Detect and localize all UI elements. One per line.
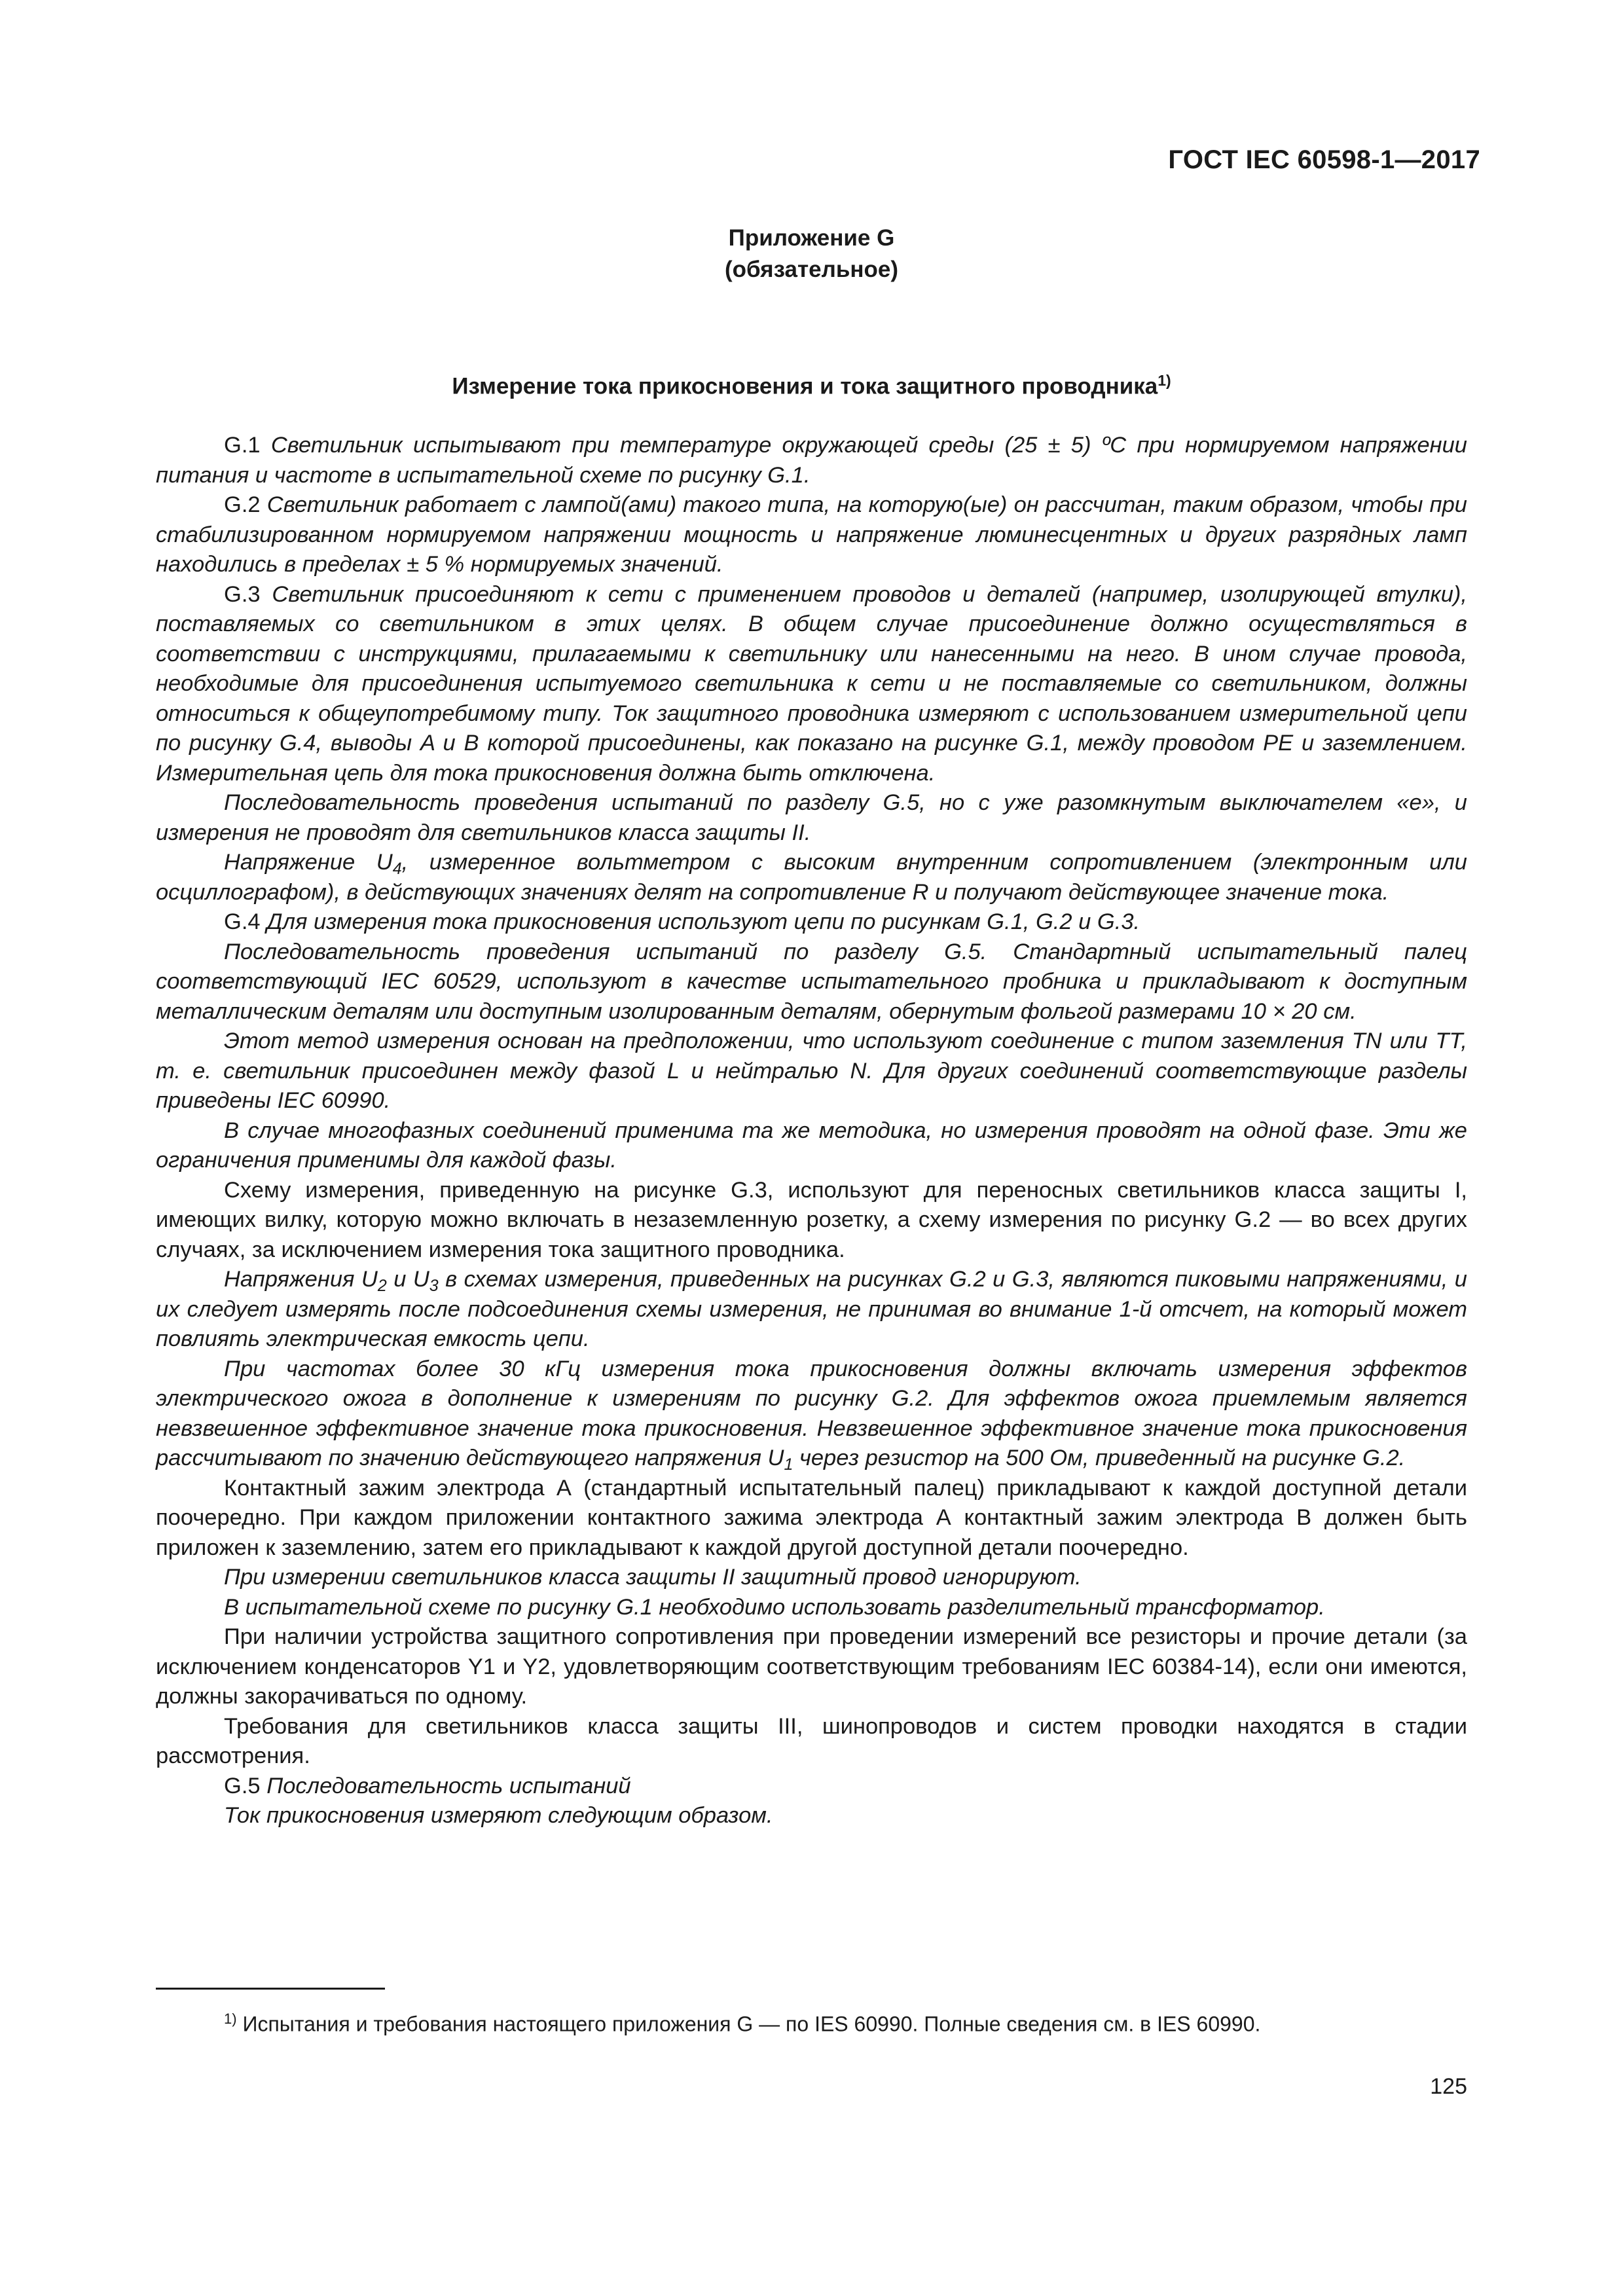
paragraph xyxy=(156,938,1467,1027)
paragraph xyxy=(156,1712,1467,1772)
text-part: и U xyxy=(386,1267,429,1292)
subscript: 4 xyxy=(392,860,402,878)
paragraph-text: Последовательность испытаний xyxy=(266,1773,631,1798)
text-part: Напряжения U xyxy=(224,1267,378,1292)
paragraph-text: Для измерения тока прикосновения используют цепи по рисункам G.1, G.2 и G.3. xyxy=(266,909,1140,934)
paragraph xyxy=(156,1474,1467,1563)
clause-number: G.5 xyxy=(224,1773,261,1798)
clause-number: G.3 xyxy=(224,581,261,607)
paragraph-text: Требования для светильников класса защиты III, шинопроводов и систем проводки находятся в стадии рассмотрения. xyxy=(156,1713,1467,1768)
paragraph-u2-u3 xyxy=(156,1265,1467,1355)
footnote xyxy=(224,2011,1468,2037)
standard-code: ГОСТ IEC 60598-1—2017 xyxy=(1168,145,1480,174)
paragraph-text xyxy=(156,1267,1467,1351)
paragraph-text: Последовательность проведения испытаний по разделу G.5, но с уже разомкнутым выключателем «е», и измерения не проводят для светильников класса защиты II. xyxy=(156,790,1467,845)
paragraph-text: Светильник испытывают при температуре окружающей среды (25 ± 5) ºС при нормируемом напряжении питания и частоте в испытательной схеме по рисунку G.1. xyxy=(156,433,1467,488)
text-part: Напряжение U xyxy=(224,850,393,875)
subscript: 2 xyxy=(377,1277,387,1295)
annex-label: Приложение G xyxy=(728,225,895,251)
paragraph-g5 xyxy=(156,1772,1467,1802)
paragraph-text: В случае многофазных соединений применима та же методика, но измерения проводят на одной фазе. Эти же ограничения применимы для каждой фазы. xyxy=(156,1118,1467,1173)
paragraph-text: Контактный зажим электрода А (стандартный испытательный палец) прикладывают к каждой доступной детали поочередно. При каждом приложении контактного зажима электрода А контактный зажим электрода В должен быть приложен к заземлению, затем его прикладывают к каждой другой доступной детали поочередно. xyxy=(156,1475,1467,1560)
text-part: , измеренное вольтметром с высоким внутренним сопротивлением (электронным или осциллографом), в действующих значениях делят на сопротивление R и получают действующее значение тока. xyxy=(156,850,1467,905)
paragraph-u4 xyxy=(156,848,1467,907)
subscript: 3 xyxy=(429,1277,439,1295)
paragraph-text xyxy=(156,850,1467,905)
paragraph-text: Светильник присоединяют к сети с применением проводов и деталей (например, изолирующей втулки), поставляемых со светильником в этих целях. В общем случае присоединение должно осуществляться в соответствии с инструкциями, прилагаемыми к светильнику или нанесенными на него. В ином случае провода, необходимые для присоединения испытуемого светильника к сети и не поставляемые со светильником, должны относиться к общеупотребимому типу. Ток защитного проводника измеряют с использованием измерительной цепи по рисунку G.4, выводы A и B которой присоединены, как показано на рисунке G.1, между проводом PE и заземлением. Измерительная цепь для тока прикосновения должна быть отключена. xyxy=(156,581,1467,786)
annex-title-text: Измерение тока прикосновения и тока защитного проводника xyxy=(452,373,1158,399)
paragraph-text: При наличии устройства защитного сопротивления при проведении измерений все резисторы и прочие детали (за исключением конденсаторов Y1 и Y2, удовлетворяющим соответствующим требованиям IEC 60384-14), если они имеются, должны закорачиваться по одному. xyxy=(156,1624,1467,1709)
footnote-mark: 1) xyxy=(224,2011,237,2027)
paragraph xyxy=(156,788,1467,848)
paragraph xyxy=(156,1027,1467,1116)
paragraph-text: В испытательной схеме по рисунку G.1 необходимо использовать разделительный трансформатор. xyxy=(224,1594,1325,1620)
paragraph-text: Ток прикосновения измеряют следующим образом. xyxy=(224,1803,773,1828)
text-part: в схемах измерения, приведенных на рисунках G.2 и G.3, являются пиковыми напряжениями, и их следует измерять после подсоединения схемы измерения, не принимая во внимание 1-й отсчет, на который может повлиять электрическая емкость цепи. xyxy=(156,1267,1467,1351)
paragraph-g3 xyxy=(156,580,1467,789)
paragraph xyxy=(156,1176,1467,1266)
paragraph xyxy=(156,1593,1467,1623)
paragraph-u1 xyxy=(156,1355,1467,1474)
paragraph-text: Схему измерения, приведенную на рисунке G.3, используют для переносных светильников класса защиты I, имеющих вилку, которую можно включать в незаземленную розетку, а схему измерения по рисунку G.2 — во всех других случаях, за исключением измерения тока защитного проводника. xyxy=(156,1177,1467,1262)
annex-heading xyxy=(0,223,1623,285)
paragraph-text: Последовательность проведения испытаний по разделу G.5. Стандартный испытательный палец соответствующий IEC 60529, используют в качестве испытательного пробника и прикладывают к доступным металлическим деталям или доступным изолированным деталям, обернутым фольгой размерами 10 × 20 см. xyxy=(156,939,1467,1024)
paragraph-text: Этот метод измерения основан на предположении, что используют соединение с типом заземления TN или TT, т. е. светильник присоединен между фазой L и нейтралью N. Для других соединений соответствующие разделы приведены IEC 60990. xyxy=(156,1029,1467,1113)
page-number: 125 xyxy=(1430,2074,1467,2099)
clause-number: G.1 xyxy=(224,433,261,458)
clause-number: G.4 xyxy=(224,909,261,934)
annex-status: (обязательное) xyxy=(724,257,898,282)
paragraph xyxy=(156,1563,1467,1593)
paragraph-text: При измерении светильников класса защиты II защитный провод игнорируют. xyxy=(224,1565,1082,1590)
paragraph xyxy=(156,1801,1467,1831)
annex-title-footnote-mark: 1) xyxy=(1158,372,1171,389)
paragraph-text xyxy=(156,1356,1467,1474)
paragraph xyxy=(156,1116,1467,1176)
paragraph xyxy=(156,1622,1467,1712)
paragraph-g2 xyxy=(156,490,1467,580)
annex-title xyxy=(0,372,1623,400)
text-part: При частотах более 30 кГц измерения тока прикосновения должны включать измерения эффектов электрического ожога в дополнение к измерениям по рисунку G.2. Для эффектов ожога приемлемым является невзвешенное эффективное значение тока прикосновения. Невзвешенное эффективное значение тока прикосновения рассчитывают по значению действующего напряжения U xyxy=(156,1356,1467,1470)
footnote-text: Испытания и требования настоящего приложения G — по IES 60990. Полные сведения см. в IES 60990. xyxy=(242,2012,1261,2036)
paragraph-g4 xyxy=(156,907,1467,938)
subscript: 1 xyxy=(784,1455,793,1474)
footnote-divider xyxy=(156,1988,385,1990)
text-part: через резистор на 500 Ом, приведенный на рисунке G.2. xyxy=(793,1446,1406,1470)
annex-body xyxy=(156,431,1467,1831)
paragraph-g1 xyxy=(156,431,1467,490)
paragraph-text: Светильник работает с лампой(ами) такого типа, на которую(ые) он рассчитан, таким образом, чтобы при стабилизированном нормируемом напряжении мощность и напряжение люминесцентных и других разрядных ламп находились в пределах ± 5 % нормируемых значений. xyxy=(156,492,1467,577)
clause-number: G.2 xyxy=(224,492,261,517)
